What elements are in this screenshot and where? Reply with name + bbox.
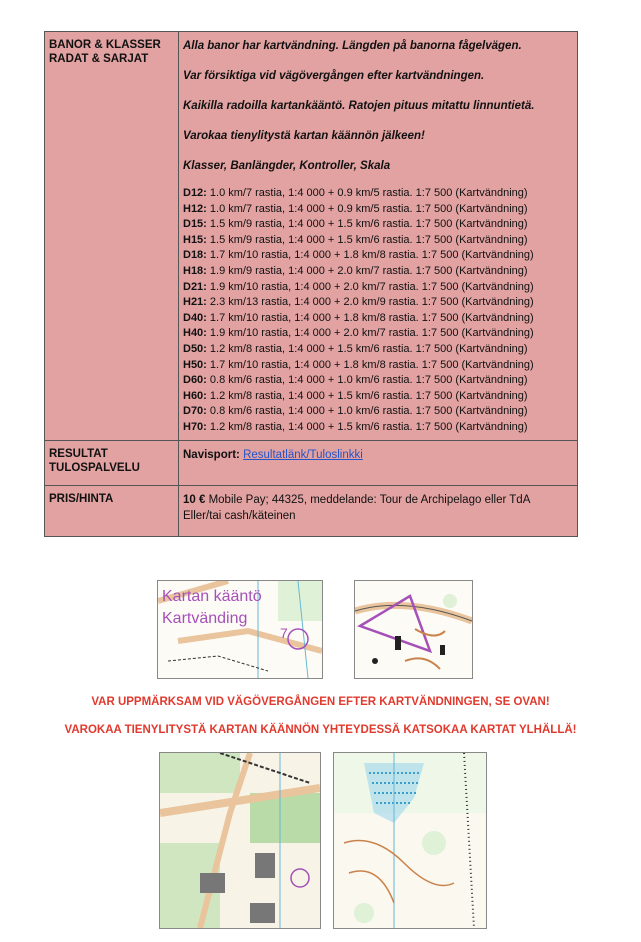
course-class: H12:	[183, 202, 207, 215]
map-flip-label-fi: Kartan kääntö	[162, 588, 262, 605]
course-class: H60:	[183, 389, 207, 402]
course-class: D18:	[183, 249, 207, 262]
event-info-table	[44, 31, 578, 537]
course-class: D50:	[183, 342, 207, 355]
course-line	[183, 311, 573, 327]
course-line	[183, 420, 573, 436]
course-description: 1.2 km/8 rastia, 1:4 000 + 1.5 km/6 rastia. 1:7 500 (Kartvändning)	[209, 420, 528, 433]
course-description: 1.9 km/10 rastia, 1:4 000 + 2.0 km/7 rastia. 1:7 500 (Kartvändning)	[209, 280, 534, 293]
warning-finnish: VAROKAA TIENYLITYSTÄ KARTAN KÄÄNNÖN YHTEYDESSÄ KATSOKAA KARTAT YLHÄLLÄ!	[64, 724, 577, 736]
course-description: 1.7 km/10 rastia, 1:4 000 + 1.8 km/8 rastia. 1:7 500 (Kartvändning)	[209, 358, 534, 371]
note-sv-map-flip: Alla banor har kartvändning. Längden på banorna fågelvägen.	[183, 40, 522, 52]
map-flip-map-image	[157, 580, 323, 679]
course-class: D15:	[183, 218, 207, 231]
course-description: 0.8 km/6 rastia, 1:4 000 + 1.0 km/6 rastia. 1:7 500 (Kartvändning)	[209, 405, 528, 418]
course-line	[183, 295, 573, 311]
course-line	[183, 217, 573, 233]
road-crossing-map-image	[354, 580, 473, 679]
course-line	[183, 280, 573, 296]
course-description: 0.8 km/6 rastia, 1:4 000 + 1.0 km/6 rastia. 1:7 500 (Kartvändning)	[209, 374, 528, 387]
control-number: 7	[280, 625, 288, 641]
course-class: H50:	[183, 358, 207, 371]
courses-content	[179, 32, 578, 441]
course-description: 1.2 km/8 rastia, 1:4 000 + 1.5 km/6 rastia. 1:7 500 (Kartvändning)	[209, 389, 528, 402]
course-class: H70:	[183, 420, 207, 433]
course-line	[183, 358, 573, 374]
note-fi-map-flip: Kaikilla radoilla kartankääntö. Ratojen pituus mitattu linnuntietä.	[183, 100, 535, 112]
course-class: D40:	[183, 311, 207, 324]
note-fi-road-crossing: Varokaa tienylitystä kartan käännön jälkeen!	[183, 130, 425, 142]
course-line	[183, 326, 573, 342]
course-class: H18:	[183, 264, 207, 277]
course-list	[183, 186, 573, 436]
course-line	[183, 264, 573, 280]
courses-row	[45, 32, 578, 441]
course-line	[183, 389, 573, 405]
course-description: 1.7 km/10 rastia, 1:4 000 + 1.8 km/8 rastia. 1:7 500 (Kartvändning)	[209, 249, 534, 262]
course-description: 1.7 km/10 rastia, 1:4 000 + 1.8 km/8 rastia. 1:7 500 (Kartvändning)	[209, 311, 534, 324]
course-line	[183, 233, 573, 249]
course-description: 2.3 km/13 rastia, 1:4 000 + 2.0 km/9 rastia. 1:7 500 (Kartvändning)	[209, 296, 534, 309]
price-amount: 10 €	[183, 493, 206, 506]
price-row	[45, 485, 578, 536]
results-label: RESULTAT TULOSPALVELU	[45, 440, 179, 485]
course-line	[183, 404, 573, 420]
course-description: 1.2 km/8 rastia, 1:4 000 + 1.5 km/6 rastia. 1:7 500 (Kartvändning)	[209, 342, 528, 355]
course-line	[183, 342, 573, 358]
results-row	[45, 440, 578, 485]
note-sv-road-crossing: Var försiktiga vid vägövergången efter kartvändningen.	[183, 70, 485, 82]
course-description: 1.0 km/7 rastia, 1:4 000 + 0.9 km/5 rastia. 1:7 500 (Kartvändning)	[209, 187, 528, 199]
forest-map-image	[333, 752, 487, 929]
course-description: 1.9 km/10 rastia, 1:4 000 + 2.0 km/7 rastia. 1:7 500 (Kartvändning)	[209, 327, 534, 340]
course-line	[183, 373, 573, 389]
price-content	[179, 485, 578, 536]
courses-header: Klasser, Banlängder, Kontroller, Skala	[183, 160, 391, 172]
course-class: D70:	[183, 405, 207, 418]
results-link[interactable]: Resultatlänk/Tuloslinkki	[243, 448, 363, 461]
results-content	[179, 440, 578, 485]
course-class: D21:	[183, 280, 207, 293]
price-payment-info: Mobile Pay; 44325, meddelande: Tour de Archipelago eller TdA	[205, 493, 531, 506]
course-class: H21:	[183, 296, 207, 309]
course-line	[183, 248, 573, 264]
price-label: PRIS/HINTA	[45, 485, 179, 536]
course-line	[183, 202, 573, 218]
course-description: 1.9 km/9 rastia, 1:4 000 + 2.0 km/7 rastia. 1:7 500 (Kartvändning)	[209, 264, 528, 277]
course-description: 1.5 km/9 rastia, 1:4 000 + 1.5 km/6 rastia. 1:7 500 (Kartvändning)	[209, 218, 528, 231]
urban-map-image	[159, 752, 321, 929]
course-description: 1.5 km/9 rastia, 1:4 000 + 1.5 km/6 rastia. 1:7 500 (Kartvändning)	[209, 233, 528, 246]
course-class: D60:	[183, 374, 207, 387]
course-line	[183, 186, 573, 202]
price-cash-info: Eller/tai cash/käteinen	[183, 509, 296, 522]
results-provider: Navisport:	[183, 448, 240, 461]
course-description: 1.0 km/7 rastia, 1:4 000 + 0.9 km/5 rastia. 1:7 500 (Kartvändning)	[209, 202, 528, 215]
course-class: H40:	[183, 327, 207, 340]
course-class: D12:	[183, 187, 207, 199]
map-flip-label-sv: Kartvänding	[162, 610, 248, 627]
warning-swedish: VAR UPPMÄRKSAM VID VÄGÖVERGÅNGEN EFTER KARTVÄNDNINGEN, SE OVAN!	[91, 696, 550, 708]
course-class: H15:	[183, 233, 207, 246]
courses-label: BANOR & KLASSER RADAT & SARJAT	[45, 32, 179, 441]
